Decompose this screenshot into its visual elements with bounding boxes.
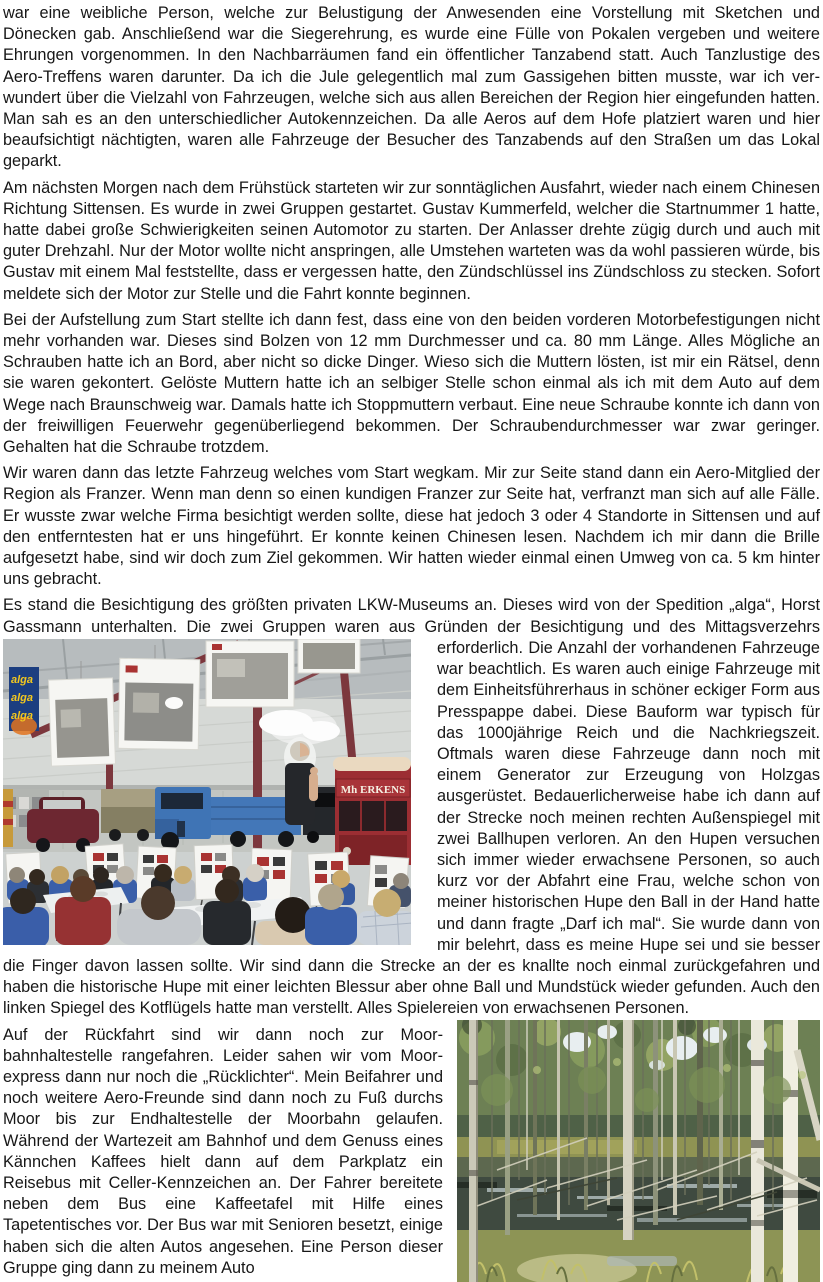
grass-foreground [457, 1230, 820, 1282]
moor-photo-illustration [457, 1020, 820, 1282]
museum-photo-illustration [3, 639, 411, 945]
paragraph-5 [3, 595, 820, 1019]
paragraph-5-text-tail: von erwachsenen Personen. [482, 999, 690, 1018]
paragraph-6: Auf der Rückfahrt sind wir dann noch zur Moorbahnhaltestelle rangefahren. Leider sahen wir vom Moorexpress dann nur noch die „Rücklichter“. Mein Beifahrer und noch weitere Aero-Freunde sind dann noch zu Fuß durchs Moor bis zur Endhaltestelle der Moorbahn gelaufen. Während der Wartezeit am Bahnhof und dem Genuss eines Kännchen Kaffees hielt dann auf dem Parkplatz ein Reisebus mit Celler-Kennzeichen an. Der Fahrer bereitete neben dem Bus eine Kaffeetafel mit Hilfe eines Tapetentisches vor. Der Bus war mit Senioren besetzt, einige haben sich die alten Autos angesehen. Eine Person dieser Gruppe ging dann zu meinem Auto [3, 1025, 443, 1277]
paragraph-4: Wir waren dann das letzte Fahrzeug welches vom Start wegkam. Mir zur Seite stand dann ein Aero-Mitglied der Region als Franzer. Wenn man denn so einen kundigen Franzer zur Seite hat, verfranzt man sich auf alle Fälle. Er wusste zwar welche Firma besichtigt werden sollte, diese hat jedoch 3 oder 4 Standorte in Sittensen und auf den entferntesten hat er uns hingeführt. Er konnte keinen Chinesen lesen. Nachdem ich mir dann die Brille aufgesetzt habe, sind wir doch zum Ziel gekommen. Wir hatten wieder einmal einen Umweg von ca. 5 km hinter uns gebracht. [3, 464, 820, 589]
svg-text:alga: alga [11, 709, 34, 722]
paragraph-5-text-after-photo: erforderlich. Die Anzahl der vorhandenen Fahrzeuge war beachtlich. Es waren auch einige Fahrzeuge mit dem Einheitsführerhaus in schöner eckiger Form aus Presspappe dabei. Diese Bauform war typisch für das 1000jährige Reich und die Nachkriegszeit. Oftmals waren diese Fahrzeuge dann noch mit einem Generator zur Erzeugung von Holzgas ausgerüstet. Bedauerlicherweise habe ich dann auf der Strecke noch meinen rechten Außenspiegel mit zwei Ballhupen verloren. An den Hupen versuchen sich immer wieder erwachsene Personen, so auch kurz vor der Abfahrt eine Frau, welche schon von meiner historischen Hupe den Ball in der Hand hatte und dann fragte „Darf ich mal“. Sie wurde dann von mir belehrt, dass es meine Hupe sei und sie besser die Finger davon lassen sollte. Wir sind dann die Strecke an der es knallte noch einmal zurückgefahren und haben die historische Hupe mit einer leichten Blessur aber ohne Ball und Mundstück wieder gefunden. Auch den linken Spiegel des Kotflügels hatte man verstellt. Alles Spielereien [3, 638, 820, 1018]
svg-text:alga: alga [11, 673, 34, 686]
paragraph-1: war eine weibliche Person, welche zur Belustigung der Anwesenden eine Vorstellung mit Sketchen und Dönecken gab. Anschließend war die Siegerehrung, es wurde eine Fülle von Pokalen vergeben und weitere Ehrungen vorgenommen. In den Nachbarräumen fand ein öffentlicher Tanzabend statt. Auch Tanzlustige des Aero-Treffens waren darunter. Da ich die Jule gelegentlich mal zum Gassigehen bitten musste, war ich verwundert über die Vielzahl von Fahrzeugen, welche sich aus allen Bereichen der Region hier eingefunden hatten. Man sah es an den unterschiedlicher Autokennzeichen. Da alle Aeros auf dem Hofe platziert waren und hier beaufsichtigt nächtigten, waren alle Fahrzeuge der Besucher des Tanzabends auf den Straßen um das Lokal geparkt. [3, 4, 820, 171]
moor-photo [457, 1020, 820, 1282]
museum-photo [3, 639, 411, 945]
svg-text:alga: alga [11, 691, 34, 704]
paragraph-3: Bei der Aufstellung zum Start stellte ich dann fest, dass eine von den beiden vorderen Motorbefestigungen nicht mehr vorhanden war. Dieses sind Bolzen von 12 mm Durchmesser und ca. 80 mm Länge. Alles Mögliche an Schrauben hatte ich an Bord, aber nicht so dicke Dinger. Wieso sich die Muttern lösten, ist mir ein Rätsel, denn sie waren gekontert. Gelöste Muttern hatte ich an selbiger Stelle schon einmal als ich mit dem Auto auf dem Wege nach Braunschweig war. Damals hatte ich Stoppmuttern verbaut. Eine neue Schraube konnte ich dann von der freiwilligen Feuerwehr gegenüberliegend bekommen. Der Schraubendurchmesser war zwar geringer. Gehalten hat die Schraube trotzdem. [3, 310, 820, 457]
water-surface [457, 1177, 820, 1235]
alga-banner-sign [9, 667, 39, 735]
paragraph-5-text-before-photo: Es stand die Besichtigung des größten privaten LKW-Museums an. Dieses wird von der Spedition „alga“, Horst Gassmann unterhalten. Die zwei Gruppen waren aus Gründen der Besichtigung und des Mittagsverzehrs [3, 596, 820, 636]
paragraph-2: Am nächsten Morgen nach dem Frühstück starteten wir zur sonntäglichen Ausfahrt, wieder nach einem Chinesen Richtung Sittensen. Es wurde in zwei Gruppen gestartet. Gustav Kummerfeld, welcher die Startnummer 1 hatte, hatte dabei große Schwierigkeiten seinen Automotor zu starten. Der Anlasser drehte zügig durch und auch mit guter Drehzahl. Nur der Motor wollte nicht anspringen, alle Umstehen warteten was da wohl passieren würde, bis Gustav mit einem Mal feststellte, dass er vergessen hatte, den Zündschlüssel ins Zündschloss zu stecken. Sofort meldete sich der Motor zur Stelle und die Fahrt konnte beginnen. [3, 178, 820, 303]
svg-text:Mh ERKENS: Mh ERKENS [340, 783, 406, 796]
erkens-bus-sign [333, 757, 411, 865]
speaker-figure [284, 737, 318, 825]
distant-treeline [457, 1115, 820, 1177]
